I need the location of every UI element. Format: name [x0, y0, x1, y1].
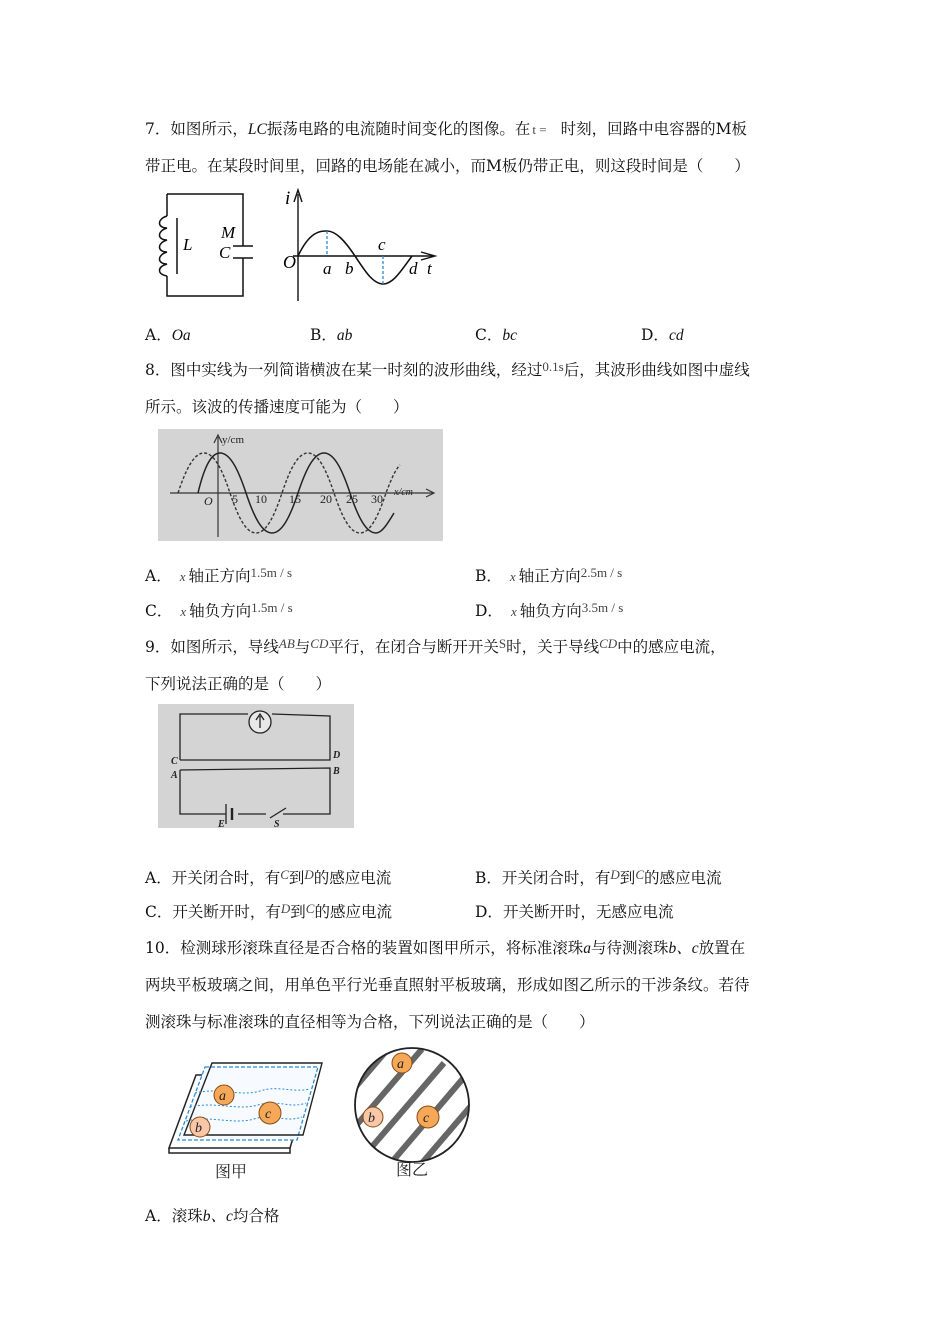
q9-option-d[interactable]: D．开关断开时，无感应电流 — [475, 903, 674, 921]
q8-line2: 所示。该波的传播速度可能为（ ） — [145, 398, 409, 416]
svg-text:a: a — [219, 1089, 226, 1104]
label-x-cm: x/cm — [394, 487, 413, 498]
label-L: L — [183, 235, 193, 254]
tick-15: 15 — [289, 492, 301, 506]
svg-text:A: A — [171, 770, 178, 781]
q7-line2: 带正电。在某段时间里，回路的电场能在减小，而M板仍带正电，则这段时间是（ ） — [145, 157, 750, 175]
svg-text:B: B — [333, 766, 340, 777]
switch-blade — [270, 808, 286, 818]
label-d: d — [409, 259, 418, 278]
svg-text:b: b — [195, 1121, 202, 1136]
q7-lc: LC — [247, 121, 267, 138]
q10-line2: 两块平板玻璃之间，用单色平行光垂直照射平板玻璃，形成如图乙所示的干涉条纹。若待 — [145, 976, 750, 994]
q10-option-a[interactable]: A．滚珠b、c均合格 — [145, 1207, 280, 1225]
q9-option-a[interactable]: A．开关闭合时，有$^C$到$^D$的感应电流 — [145, 867, 392, 887]
q9-option-b[interactable]: B．开关闭合时，有$^D$到$^C$的感应电流 — [475, 867, 722, 887]
q8-dt: 0.1s — [542, 359, 564, 374]
label-origin: O — [204, 494, 213, 508]
q8-option-b[interactable]: B． x 轴正方向$^{2.5m / s}$ — [475, 565, 623, 585]
q8-option-d[interactable]: D． x 轴负方向$^{3.5m / s}$ — [475, 600, 624, 620]
svg-text:c: c — [423, 1111, 430, 1126]
svg-text:E: E — [218, 819, 225, 828]
q7-option-c[interactable]: C．bc — [475, 326, 518, 344]
svg-text:a: a — [397, 1057, 404, 1072]
q9-line2: 下列说法正确的是（ ） — [145, 675, 332, 693]
q9-line1: 9．如图所示，导线$^{AB}$与$^{CD}$平行，在闭合与断开开关$^S$时，关于导线$^{CD}$中的感应电流， — [145, 636, 726, 656]
tick-25: 25 — [346, 492, 358, 506]
svg-text:S: S — [274, 819, 280, 828]
q7-option-d[interactable]: D．cd — [641, 326, 684, 344]
tick-10: 10 — [255, 492, 267, 506]
q8-wave-figure — [158, 429, 443, 541]
q7-figure — [155, 186, 455, 306]
label-C: C — [219, 243, 231, 262]
q10-line1: 10．检测球形滚珠直径是否合格的装置如图甲所示，将标准滚珠a与待测滚珠b、c放置在 — [145, 939, 746, 957]
svg-text:D: D — [333, 750, 341, 761]
label-y-cm: y/cm — [222, 434, 244, 446]
q8-option-c[interactable]: C． x 轴负方向$^{1.5m / s}$ — [145, 600, 293, 620]
label-a: a — [323, 259, 332, 278]
fig-yi-caption: 图乙 — [396, 1162, 429, 1179]
q7-option-b[interactable]: B．ab — [310, 326, 353, 344]
q9-option-c[interactable]: C．开关断开时，有$^D$到$^C$的感应电流 — [145, 901, 392, 921]
q10-line3: 测滚珠与标准滚珠的直径相等为合格，下列说法正确的是（ ） — [145, 1013, 595, 1031]
q7-line1: 7．如图所示，LC振荡电路的电流随时间变化的图像。在 t = 时刻，回路中电容器的M板 — [145, 120, 747, 138]
it-graph — [283, 188, 435, 301]
q8-line1: 8．图中实线为一列简谐横波在某一时刻的波形曲线，经过$^{0.1s}$后，其波形曲线如图中虚线 — [145, 359, 750, 379]
svg-text:c: c — [265, 1107, 272, 1122]
q7-t-eq: t = — [532, 122, 547, 137]
glass-plates — [169, 1063, 322, 1153]
tick-5: 5 — [232, 492, 238, 506]
tick-30: 30 — [371, 492, 383, 506]
label-i: i — [285, 188, 291, 209]
lc-circuit — [160, 194, 254, 296]
label-O: O — [283, 252, 296, 272]
current-curve — [298, 231, 412, 284]
q7-option-a[interactable]: A．Oa — [145, 326, 191, 344]
svg-text:b: b — [368, 1111, 375, 1126]
fig-jia-caption: 图甲 — [215, 1164, 248, 1181]
svg-text:C: C — [171, 756, 178, 767]
label-t: t — [427, 259, 432, 278]
label-M: M — [221, 223, 236, 242]
q8-option-a[interactable]: A． x 轴正方向$^{1.5m / s}$ — [145, 565, 293, 585]
q10-figure — [160, 1045, 480, 1185]
label-c: c — [378, 235, 386, 254]
tick-20: 20 — [320, 492, 332, 506]
q9-circuit-figure — [158, 704, 354, 828]
label-b: b — [345, 259, 354, 278]
